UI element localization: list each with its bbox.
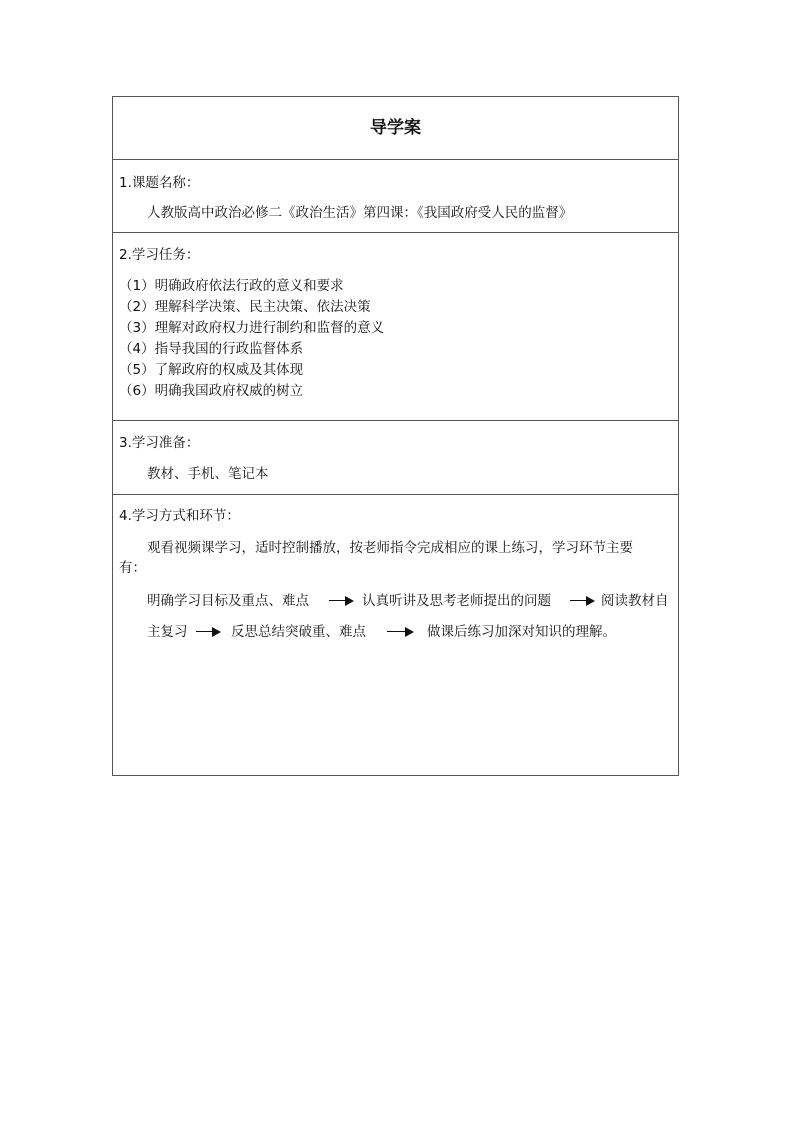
arrow-right-icon: [387, 627, 414, 637]
materials: 教材、手机、笔记本: [147, 466, 269, 482]
task-item: （2）理解科学决策、民主决策、依法决策: [119, 299, 371, 315]
task-item: （5）了解政府的权威及其体现: [119, 362, 304, 378]
document-title: 导学案: [370, 118, 421, 138]
divider: [113, 420, 678, 421]
divider: [113, 232, 678, 233]
method-paragraph: 观看视频课学习，适时控制播放，按老师指令完成相应的课上练习，学习环节主要: [147, 540, 633, 556]
section1-heading: 1.课题名称：: [119, 175, 200, 191]
flow-step: 阅读教材自: [601, 593, 669, 609]
flow-step: 反思总结突破重、难点: [231, 624, 366, 640]
section2-heading: 2.学习任务：: [119, 247, 200, 263]
divider: [113, 494, 678, 495]
course-title: 人教版高中政治必修二《政治生活》第四课：《我国政府受人民的监督》: [147, 205, 573, 221]
flow-step: 明确学习目标及重点、难点: [147, 593, 309, 609]
divider: [113, 159, 678, 160]
arrow-right-icon: [329, 596, 354, 606]
flow-step: 做课后练习加深对知识的理解。: [427, 624, 616, 640]
section3-heading: 3.学习准备：: [119, 435, 200, 451]
section4-heading: 4.学习方式和环节：: [119, 508, 240, 524]
arrow-right-icon: [196, 627, 221, 637]
task-item: （4）指导我国的行政监督体系: [119, 341, 304, 357]
task-item: （3）理解对政府权力进行制约和监督的意义: [119, 320, 385, 336]
study-guide-table: [112, 96, 679, 776]
method-paragraph-cont: 有：: [119, 560, 146, 576]
flow-step: 主复习: [147, 624, 188, 640]
task-item: （1）明确政府依法行政的意义和要求: [119, 278, 344, 294]
flow-step: 认真听讲及思考老师提出的问题: [362, 593, 551, 609]
task-item: （6）明确我国政府权威的树立: [119, 383, 304, 399]
arrow-right-icon: [570, 596, 595, 606]
